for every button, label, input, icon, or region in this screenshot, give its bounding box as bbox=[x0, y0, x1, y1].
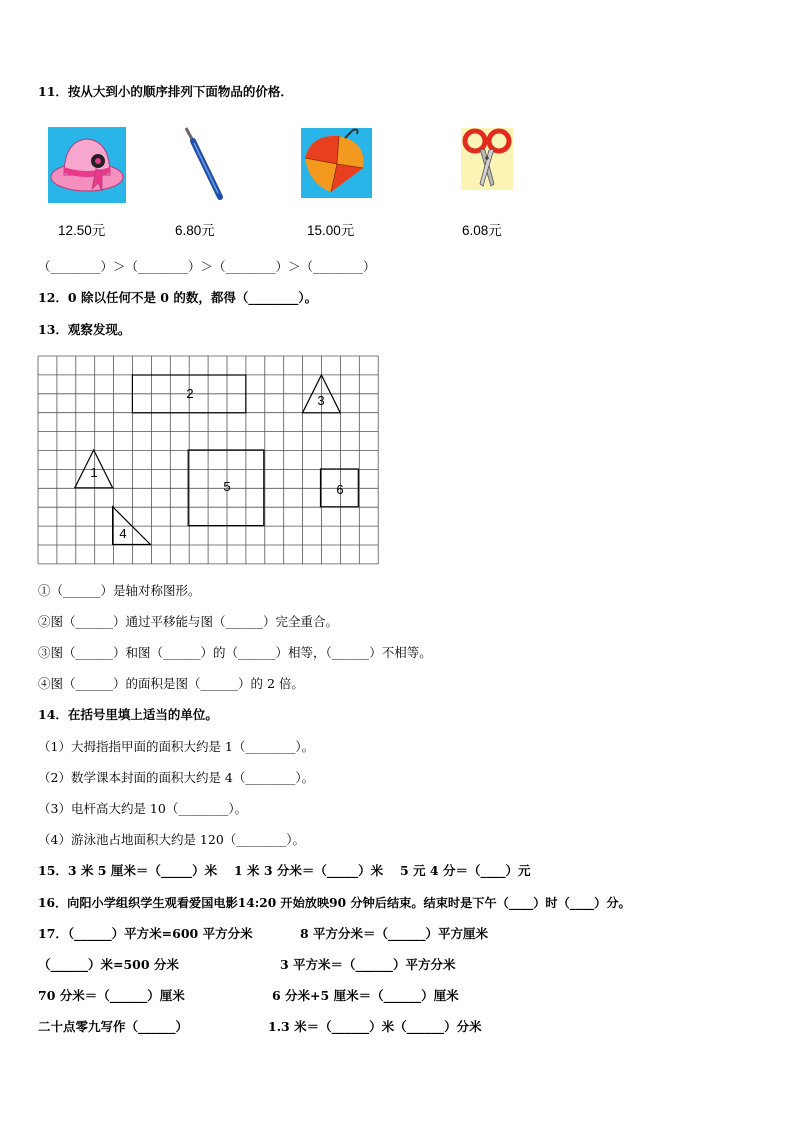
q13-line-1[interactable]: ①（______）是轴对称图形。 bbox=[38, 583, 201, 598]
grid-figure bbox=[37, 355, 381, 567]
q14-title: 14．在括号里填上适当的单位。 bbox=[38, 707, 218, 722]
q14-line-1[interactable]: （1）大拇指指甲面的面积大约是 1（________）。 bbox=[38, 739, 315, 754]
q13-line-4[interactable]: ④图（______）的面积是图（______）的 2 倍。 bbox=[38, 676, 304, 691]
q16-text[interactable]: 16．向阳小学组织学生观看爱国电影14:20 开始放映90 分钟后结束。结束时是下午（____）时（____）分。 bbox=[38, 896, 631, 910]
umbrella-icon bbox=[301, 128, 372, 198]
pen-icon bbox=[178, 125, 228, 201]
q14-line-4[interactable]: （4）游泳池占地面积大约是 120（________）。 bbox=[38, 832, 306, 847]
q17-row-4-left[interactable]: 二十点零九写作（______） bbox=[38, 1019, 189, 1034]
q17-row-2-right[interactable]: 3 平方米＝（______）平方分米 bbox=[280, 957, 456, 972]
shape-label-6: 6 bbox=[336, 482, 344, 497]
q11-answer-line[interactable]: （________）＞（________）＞（________）＞（________） bbox=[38, 259, 376, 274]
q13-title: 13．观察发现。 bbox=[38, 322, 131, 337]
q15-text[interactable]: 15．3 米 5 厘米＝（_____）米 1 米 3 分米＝（_____）米 5 元 4 分＝（____）元 bbox=[38, 863, 531, 878]
shape-label-5: 5 bbox=[223, 479, 231, 494]
shape-label-4: 4 bbox=[119, 526, 127, 541]
q14-line-3[interactable]: （3）电杆高大约是 10（________）。 bbox=[38, 801, 248, 816]
q17-row-3-left[interactable]: 70 分米＝（______）厘米 bbox=[38, 988, 185, 1003]
q13-line-2[interactable]: ②图（______）通过平移能与图（______）完全重合。 bbox=[38, 614, 339, 629]
shape-4-right-triangle bbox=[113, 507, 151, 545]
price-pen: 6.80元 bbox=[175, 223, 215, 238]
shape-label-1: 1 bbox=[90, 465, 98, 480]
shape-label-2: 2 bbox=[186, 386, 194, 401]
q17-row-3-right[interactable]: 6 分米+5 厘米＝（______）厘米 bbox=[272, 988, 459, 1003]
q12-text: 12．0 除以任何不是 0 的数，都得（________）。 bbox=[38, 290, 318, 305]
q11-title: 11．按从大到小的顺序排列下面物品的价格． bbox=[38, 84, 293, 99]
q17-row-1-left[interactable]: 17．（______）平方米=600 平方分米 bbox=[38, 926, 253, 941]
q14-line-2[interactable]: （2）数学课本封面的面积大约是 4（________）。 bbox=[38, 770, 315, 785]
q13-line-3[interactable]: ③图（______）和图（______）的（______）相等，（______）不相等。 bbox=[38, 645, 432, 660]
q17-row-4-right[interactable]: 1.3 米＝（______）米（______）分米 bbox=[268, 1019, 482, 1034]
price-hat: 12.50元 bbox=[58, 223, 106, 238]
shape-label-3: 3 bbox=[317, 393, 325, 408]
q17-row-2-left[interactable]: （______）米=500 分米 bbox=[38, 957, 179, 972]
hat-icon bbox=[48, 127, 126, 203]
price-umbrella: 15.00元 bbox=[307, 223, 355, 238]
price-scissors: 6.08元 bbox=[462, 223, 502, 238]
scissors-icon bbox=[461, 128, 513, 190]
q17-row-1-right[interactable]: 8 平方分米＝（______）平方厘米 bbox=[300, 926, 489, 941]
